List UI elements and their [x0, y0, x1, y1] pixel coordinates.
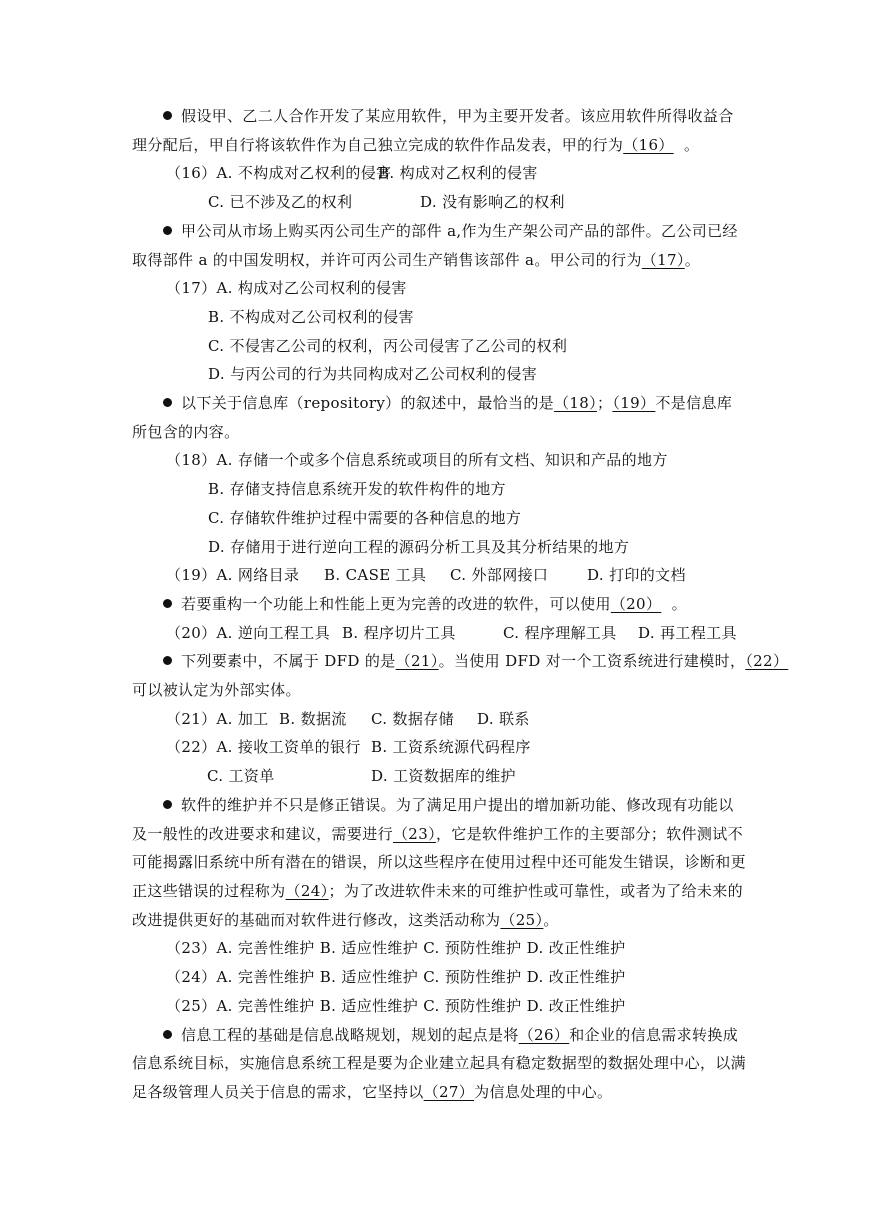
- options-22-row2: [132, 762, 742, 791]
- question-18-cont: 所包含的内容。: [132, 422, 240, 441]
- option-22c: C. 工资单: [207, 767, 275, 786]
- bullet-icon: [163, 656, 172, 665]
- options-23: （23）A. 完善性维护 B. 适应性维护 C. 预防性维护 D. 改正性维护: [166, 939, 626, 958]
- blank-18: （18）: [554, 394, 598, 413]
- blank-24: （24）: [285, 881, 329, 900]
- options-19: [132, 561, 742, 590]
- question-20: 若要重构一个功能上和性能上更为完善的改进的软件，可以使用（20） 。: [132, 590, 742, 619]
- option-18c: C. 存储软件维护过程中需要的各种信息的地方: [208, 508, 522, 527]
- question-21: 下列要素中，不属于 DFD 的是（21）。当使用 DFD 对一个工资系统进行建模时，（22）: [132, 647, 742, 676]
- option-16d: D. 没有影响乙的权利: [420, 193, 565, 212]
- option-17d: D. 与丙公司的行为共同构成对乙公司权利的侵害: [208, 365, 538, 384]
- option-18b: B. 存储支持信息系统开发的软件构件的地方: [208, 480, 506, 499]
- options-22-row1: [132, 733, 742, 762]
- question-23-cont2: 可能揭露旧系统中所有潜在的错误，所以这些程序在使用过程中还可能发生错误，诊断和更: [132, 853, 747, 872]
- option-20c: C. 程序理解工具: [503, 623, 617, 642]
- option-16a: （16）A. 不构成对乙权利的侵害: [166, 164, 392, 183]
- question-17-cont: 取得部件 a 的中国发明权，并许可丙公司生产销售该部件 a。甲公司的行为（17）。: [132, 250, 701, 269]
- blank-22: （22）: [745, 652, 789, 671]
- question-23-cont1: 及一般性的改进要求和建议，需要进行（23），它是软件维护工作的主要部分；软件测试不: [132, 824, 743, 843]
- question-26-cont1: 信息系统目标，实施信息系统工程是要为企业建立起具有稳定数据型的数据处理中心，以满: [132, 1054, 747, 1073]
- exam-page: [132, 102, 789, 1107]
- blank-23: （23）: [392, 824, 436, 843]
- option-22d: D. 工资数据库的维护: [371, 767, 516, 786]
- bullet-icon: [163, 1030, 172, 1039]
- option-18a: （18）A. 存储一个或多个信息系统或项目的所有文档、知识和产品的地方: [166, 451, 668, 470]
- option-19c: C. 外部网接口: [450, 566, 549, 585]
- option-17a: （17）A. 构成对乙公司权利的侵害: [166, 279, 407, 298]
- question-21-cont: 可以被认定为外部实体。: [132, 681, 301, 700]
- question-23: 软件的维护并不只是修正错误。为了满足用户提出的增加新功能、修改现有功能以: [132, 791, 742, 820]
- blank-16: （16）: [623, 135, 674, 154]
- bullet-icon: [163, 599, 172, 608]
- bullet-icon: [163, 398, 172, 407]
- option-22a: （22）A. 接收工资单的银行: [166, 738, 361, 757]
- question-23-cont3: 正这些错误的过程称为（24）；为了改进软件未来的可维护性或可靠性，或者为了给未来的: [132, 881, 743, 900]
- options-16-row1: [132, 159, 742, 188]
- option-19d: D. 打印的文档: [587, 566, 686, 585]
- bullet-icon: [163, 800, 172, 809]
- options-21: [132, 705, 742, 734]
- bullet-icon: [163, 226, 172, 235]
- blank-17: （17）: [641, 250, 685, 269]
- option-21a: （21）A. 加工: [166, 709, 269, 728]
- option-16c: C. 已不涉及乙的权利: [208, 193, 353, 212]
- question-17: 甲公司从市场上购买丙公司生产的部件 a,作为生产架公司产品的部件。乙公司已经: [132, 217, 742, 246]
- option-21c: C. 数据存储: [371, 709, 454, 728]
- option-16b: B. 构成对乙权利的侵害: [378, 164, 538, 183]
- blank-21: （21）: [395, 652, 439, 671]
- option-20d: D. 再工程工具: [638, 623, 737, 642]
- option-20a: （20）A. 逆向工程工具: [166, 623, 331, 642]
- blank-25: （25）: [500, 910, 544, 929]
- question-23-cont4: 改进提供更好的基础而对软件进行修改，这类活动称为（25）。: [132, 910, 559, 929]
- options-16-row2: [132, 188, 742, 217]
- question-26-cont2: 足各级管理人员关于信息的需求，它坚持以（27）为信息处理的中心。: [132, 1082, 613, 1101]
- question-18: 以下关于信息库（repository）的叙述中，最恰当的是（18）；（19）不是信息库: [132, 389, 742, 418]
- option-19a: （19）A. 网络目录: [166, 566, 300, 585]
- option-22b: B. 工资系统源代码程序: [371, 738, 531, 757]
- option-20b: B. 程序切片工具: [342, 623, 456, 642]
- option-17c: C. 不侵害乙公司的权利，丙公司侵害了乙公司的权利: [208, 336, 568, 355]
- question-16-cont: 理分配后，甲自行将该软件作为自己独立完成的软件作品发表，甲的行为（16） 。: [132, 135, 700, 154]
- blank-26: （26）: [518, 1025, 570, 1044]
- option-21d: D. 联系: [477, 709, 530, 728]
- question-26: 信息工程的基础是信息战略规划，规划的起点是将（26）和企业的信息需求转换成: [132, 1021, 742, 1050]
- blank-20: （20）: [610, 594, 662, 613]
- option-19b: B. CASE 工具: [324, 566, 427, 585]
- blank-27: （27）: [423, 1082, 475, 1101]
- option-18d: D. 存储用于进行逆向工程的源码分析工具及其分析结果的地方: [208, 537, 630, 556]
- option-17b: B. 不构成对乙公司权利的侵害: [208, 307, 414, 326]
- bullet-icon: [163, 111, 172, 120]
- question-16: 假设甲、乙二人合作开发了某应用软件，甲为主要开发者。该应用软件所得收益合: [132, 102, 742, 131]
- options-24: （24）A. 完善性维护 B. 适应性维护 C. 预防性维护 D. 改正性维护: [166, 968, 626, 987]
- options-20: [132, 619, 742, 648]
- options-25: （25）A. 完善性维护 B. 适应性维护 C. 预防性维护 D. 改正性维护: [166, 996, 626, 1015]
- blank-19: （19）: [612, 394, 656, 413]
- option-21b: B. 数据流: [279, 709, 347, 728]
